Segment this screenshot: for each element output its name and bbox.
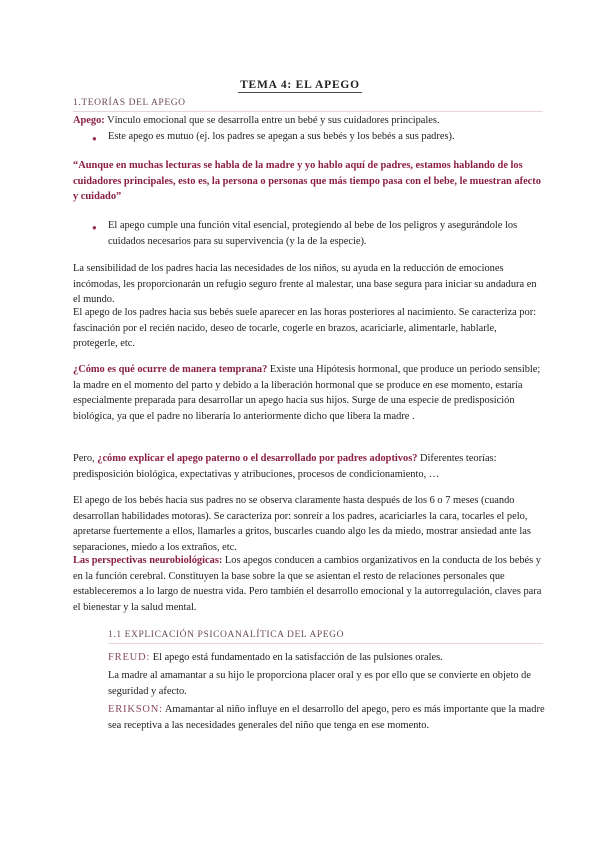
- freud-text: El apego está fundamentado en la satisfacción de las pulsiones orales.: [150, 652, 443, 663]
- page-title: [0, 78, 600, 94]
- section-heading-1: 1.TEORÍAS DEL APEGO: [73, 98, 186, 108]
- section-divider: [73, 111, 543, 112]
- page-title-text: TEMA 4: EL APEGO: [240, 79, 360, 91]
- paragraph-baby-attachment: El apego de los bebés hacia sus padres no se observa claramente hasta después de los 6 o 7 meses (cuando desarrollan habilidades motoras). Se caracteriza por: sonreír a los padres, acariciarles la cara, tocarles el pelo, apretarse fuertemente a ellos, llamarles a gritos, buscarles cuando algo les da miedo, mostrar ansiedad ante las separaciones, miedo a los extraños, etc.: [73, 495, 531, 553]
- paragraph-neurobiological: [73, 553, 543, 615]
- bullet-vital-function: El apego cumple una función vital esencial, protegiendo al bebe de los peligros y asegurándole los cuidados necesarios para su supervivencia (y la de la especie).: [108, 220, 518, 247]
- section-divider: [108, 643, 543, 644]
- freud-name: FREUD:: [108, 652, 151, 663]
- freud-paragraph: [108, 650, 548, 666]
- erikson-name: ERIKSON:: [108, 704, 163, 715]
- apego-def-text: Vínculo emocional que se desarrolla entre un bebé y sus cuidadores principales.: [104, 115, 440, 126]
- paragraph-parent-attachment: El apego de los padres hacia sus bebés suele aparecer en las horas posteriores al nacimiento. Se caracteriza por: fascinación por el recién nacido, deseo de tocarle, cogerle en brazos, acariciarle, alimentarle, hablarle, protegerle, etc.: [73, 307, 537, 350]
- erikson-text: Amamantar al niño influye en el desarrollo del apego, pero es más importante que la madre sea receptiva a las necesidades generales del niño que tenga en ese momento.: [108, 704, 545, 731]
- paternal-prefix: Pero,: [73, 453, 98, 464]
- paragraph-early-attachment: [73, 362, 543, 424]
- paragraph-paternal-attachment: [73, 451, 543, 482]
- paternal-text: Diferentes teorías: predisposición biológica, expectativas y atribuciones, procesos de condicionamiento, …: [73, 453, 497, 480]
- freud-paragraph-2: La madre al amamantar a su hijo le proporciona placer oral y es por ello que se convierte en objeto de seguridad y afecto.: [108, 670, 531, 697]
- neuro-label: Las perspectivas neurobiológicas:: [73, 555, 223, 566]
- bullet-icon: [92, 132, 98, 138]
- question-paternal: ¿cómo explicar el apego paterno o el desarrollado por padres adoptivos?: [97, 453, 418, 464]
- bullet-icon: [92, 221, 98, 227]
- quote-caregivers: “Aunque en muchas lecturas se habla de la madre y yo hablo aquí de padres, estamos hablando de los cuidadores principales, esto es, la persona o personas que más tiempo pasa con el bebe, le muestran afecto y cuidado”: [73, 160, 541, 203]
- neuro-text: Los apegos conducen a cambios organizativos en la conducta de los bebés y en la función cerebral. Constituyen la base sobre la que se asientan el resto de relaciones personales que estableceremos a lo largo de nuestra vida. Pero también el desarrollo emocional y la autorregulación, claves para el bienestar y la salud mental.: [73, 555, 542, 613]
- bullet-mutual: Este apego es mutuo (ej. los padres se apegan a sus bebés y los bebés a sus padres).: [108, 131, 455, 142]
- erikson-paragraph: [108, 702, 548, 733]
- early-text: Existe una Hipótesis hormonal, que produce un periodo sensible; la madre en el momento del parto y debido a la liberación hormonal que se produce en ese momento, estaría especialmente preparada para desarrollar un apego hacia sus hijos. Surge de una especie de predisposición biológica, ya que el padre no liberaría lo anteriormente dicho que libera la madre .: [73, 364, 541, 422]
- question-early: ¿Cómo es qué ocurre de manera temprana?: [73, 364, 268, 375]
- section-heading-1-1: 1.1 EXPLICACIÓN PSICOANALÍTICA DEL APEGO: [108, 630, 345, 640]
- apego-label: Apego:: [73, 115, 105, 126]
- apego-definition: [73, 113, 543, 129]
- paragraph-sensitivity: La sensibilidad de los padres hacia las necesidades de los niños, su ayuda en la reducción de emociones incómodas, les proporcionarán un refugio seguro frente al malestar, una base segura para iniciar su andadura en el mundo.: [73, 263, 537, 306]
